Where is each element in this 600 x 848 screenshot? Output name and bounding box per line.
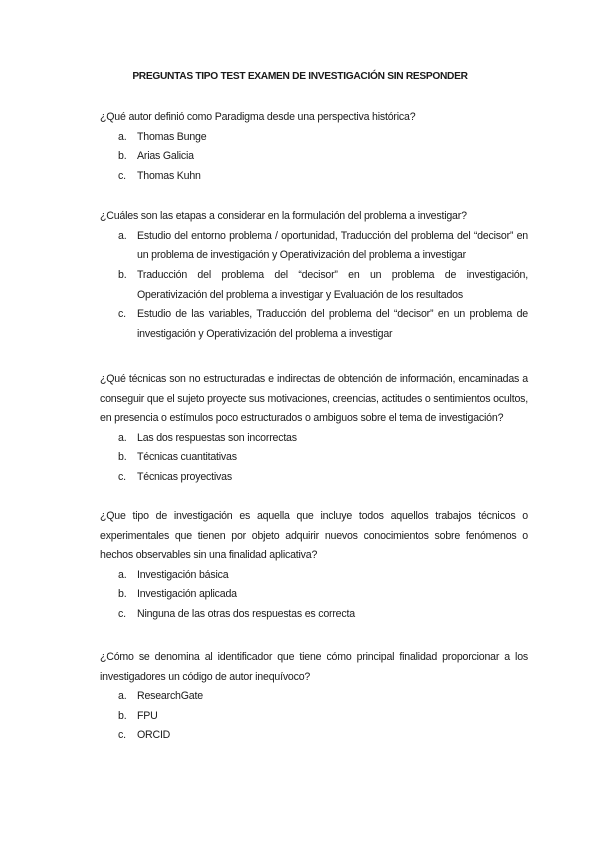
answer-option xyxy=(100,468,528,488)
question-text: ¿Cuáles son las etapas a considerar en la formulación del problema a investigar? xyxy=(100,210,467,222)
option-text: FPU xyxy=(137,709,158,722)
option-label: c. xyxy=(118,169,126,182)
option-label: a. xyxy=(118,431,127,444)
option-text: Técnicas proyectivas xyxy=(137,470,232,483)
answer-option xyxy=(100,707,528,727)
document-title: PREGUNTAS TIPO TEST EXAMEN DE INVESTIGACIÓN SIN RESPONDER xyxy=(132,71,468,82)
option-text: Técnicas cuantitativas xyxy=(137,451,237,464)
option-label: c. xyxy=(118,470,126,483)
answer-option xyxy=(100,167,528,187)
question-text: ¿Qué técnicas son no estructuradas e indirectas de obtención de información, encaminadas a conseguir que el sujeto proyecte sus motivaciones, creencias, actitudes o sentimientos ocultos, en presencia o estímulos poco estructurados o ambiguos sobre el tema de investigación? xyxy=(100,373,528,424)
answer-option xyxy=(100,305,528,344)
question-text: ¿Cómo se denomina al identificador que tiene cómo principal finalidad proporcionar a los investigadores un código de autor inequívoco? xyxy=(100,651,528,683)
answer-option xyxy=(100,147,528,167)
answer-option xyxy=(100,266,528,305)
option-text: Investigación aplicada xyxy=(137,588,237,601)
option-label: c. xyxy=(118,308,126,321)
option-text: Ninguna de las otras dos respuestas es correcta xyxy=(137,607,355,620)
option-text: Arias Galicia xyxy=(137,150,194,163)
question-4 xyxy=(100,507,528,625)
option-text: ORCID xyxy=(137,729,171,742)
answer-option xyxy=(100,429,528,449)
option-label: b. xyxy=(118,150,127,163)
option-label: b. xyxy=(118,588,127,601)
option-text: ResearchGate xyxy=(137,690,203,702)
option-text: Thomas Bunge xyxy=(137,130,207,143)
question-3 xyxy=(100,370,528,488)
option-label: a. xyxy=(118,229,127,242)
answer-option xyxy=(100,687,528,707)
option-label: b. xyxy=(118,451,127,464)
question-1 xyxy=(100,108,528,187)
option-label: c. xyxy=(118,607,126,620)
question-text: ¿Qué autor definió como Paradigma desde una perspectiva histórica? xyxy=(100,111,416,123)
answer-option xyxy=(100,726,528,746)
option-text: Thomas Kuhn xyxy=(137,169,201,182)
answer-option xyxy=(100,605,528,625)
answer-option xyxy=(100,585,528,605)
option-text: Estudio del entorno problema / oportunidad, Traducción del problema del “decisor” en un problema de investigación y Operativización del problema a investigar xyxy=(137,229,528,262)
option-text: Traducción del problema del “decisor” en un problema de investigación, Operativización del problema a investigar y Evaluación de los resultados xyxy=(137,268,528,301)
option-text: Investigación básica xyxy=(137,568,229,581)
option-text: Las dos respuestas son incorrectas xyxy=(137,431,297,444)
answer-option xyxy=(100,566,528,586)
answer-option xyxy=(100,227,528,266)
option-label: b. xyxy=(118,268,127,281)
answer-option xyxy=(100,448,528,468)
option-label: c. xyxy=(118,729,126,742)
question-2 xyxy=(100,207,528,345)
option-text: Estudio de las variables, Traducción del problema del “decisor” en un problema de investigación y Operativización del problema a investigar xyxy=(137,308,528,341)
answer-option xyxy=(100,128,528,148)
option-label: a. xyxy=(118,568,127,581)
option-label: b. xyxy=(118,709,127,722)
question-5 xyxy=(100,648,528,746)
option-label: a. xyxy=(118,690,127,702)
question-text: ¿Que tipo de investigación es aquella que incluye todos aquellos trabajos técnicos o experimentales que tienen por objeto adquirir nuevos conocimientos sobre fenómenos o hechos observables sin una finalidad aplicativa? xyxy=(100,510,528,561)
option-label: a. xyxy=(118,130,127,143)
